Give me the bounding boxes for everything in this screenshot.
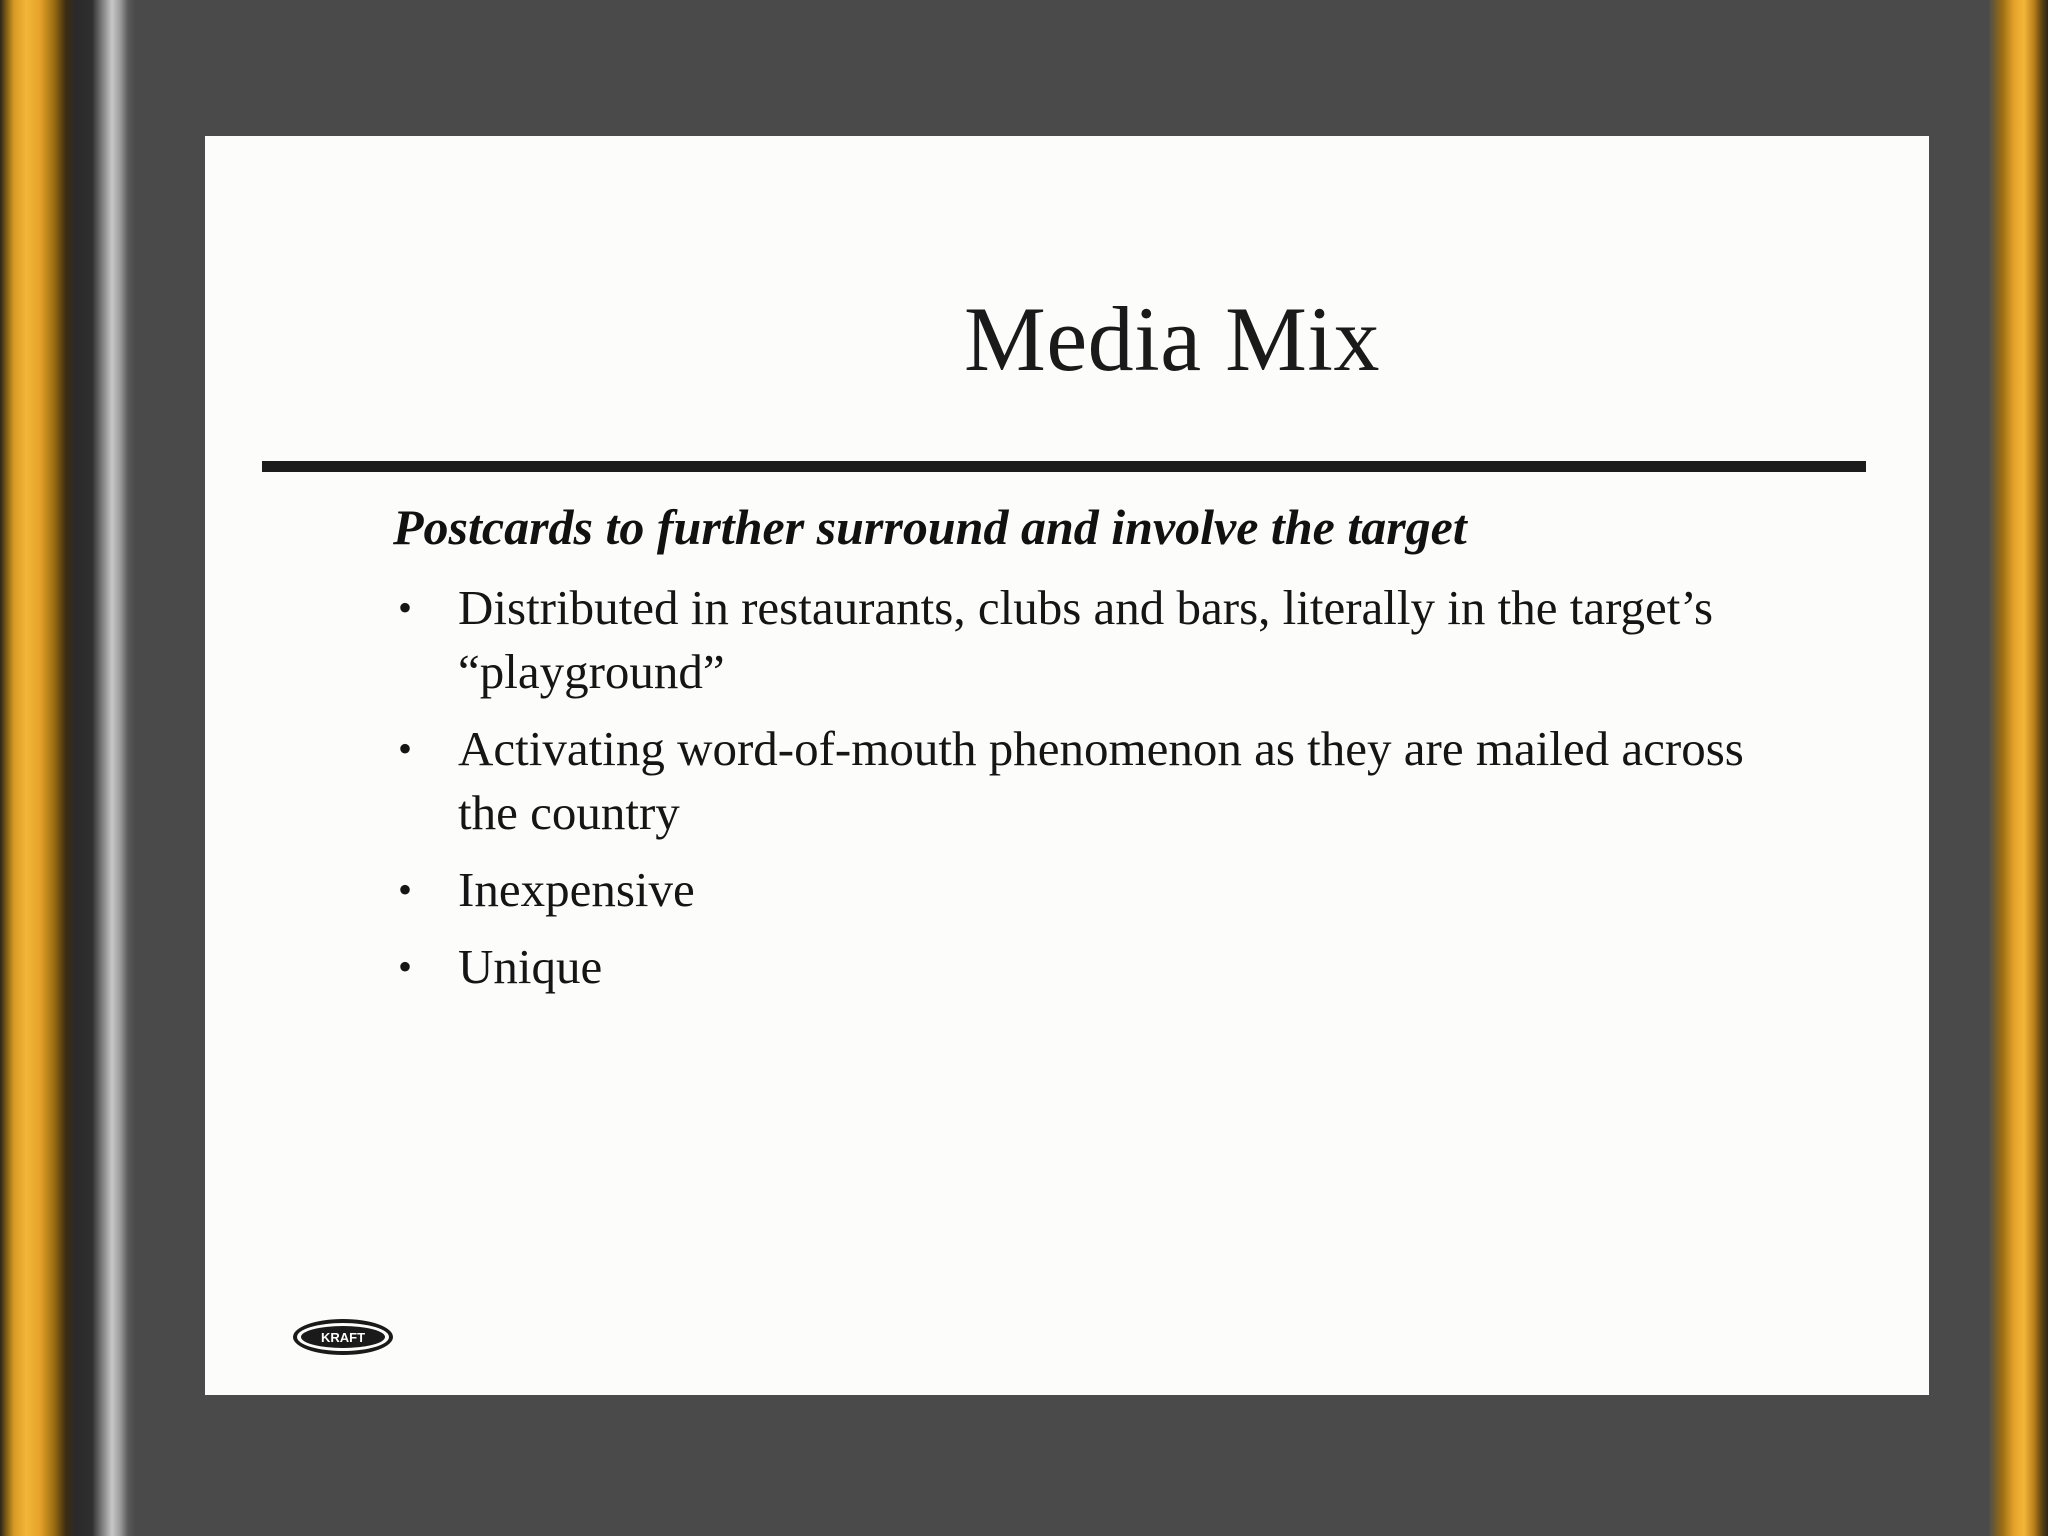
- bullet-icon: •: [398, 585, 413, 630]
- bullet-text: Inexpensive: [458, 862, 695, 917]
- kraft-logo-svg: [297, 1323, 389, 1351]
- bullet-text: Unique: [458, 939, 603, 994]
- bullet-text: Distributed in restaurants, clubs and bars, literally in the target’s “playground”: [458, 580, 1714, 699]
- bullet-item: [393, 935, 1793, 999]
- bullet-item: [393, 858, 1793, 922]
- bullet-text: Activating word-of-mouth phenomenon as they are mailed across the country: [458, 721, 1744, 840]
- left-frame-border: [0, 0, 135, 1536]
- bullet-icon: •: [398, 726, 413, 771]
- bullet-item: [393, 717, 1793, 845]
- kraft-logo-icon: [293, 1319, 393, 1355]
- title-divider: [262, 461, 1866, 472]
- slide: [205, 136, 1929, 1395]
- right-frame-border: [1988, 0, 2048, 1536]
- logo-text: KRAFT: [320, 1330, 366, 1345]
- bullet-item: [393, 576, 1793, 704]
- bullet-list: [393, 576, 1793, 1012]
- bullet-icon: •: [398, 944, 413, 989]
- slide-title: Media Mix: [964, 288, 1380, 390]
- slide-subtitle: Postcards to further surround and involve the target: [393, 499, 1467, 555]
- bullet-icon: •: [398, 867, 413, 912]
